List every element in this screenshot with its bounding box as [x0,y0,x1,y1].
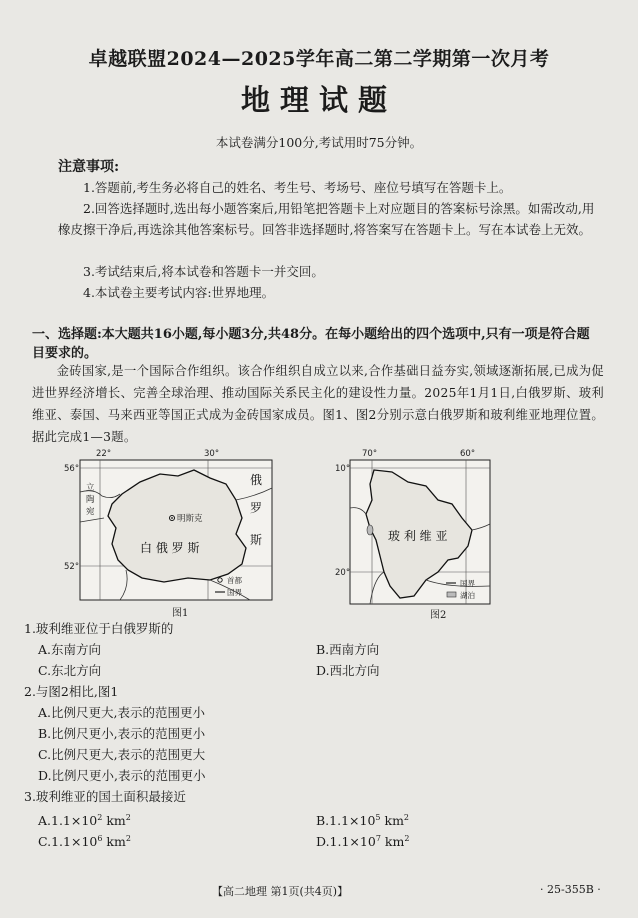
fig1-legend-capital: 首都 [227,576,242,585]
fig2-lat-10: 10° [335,464,351,474]
fig1-country-label: 白 俄 罗 斯 [140,541,200,555]
passage-intro: 金砖国家,是一个国际合作组织。该合作组织自成立以来,合作基础日益夯实,领域逐渐拓展,已成为促进世界经济增长、完善全球治理、推动国际关系民主化的建设性力量。2025年1月1日,白俄罗斯、玻利维亚、泰国、马来西亚等国正式成为金砖国家成员。图1、图2分别示意白俄罗斯和玻利维亚地理位置。据此完成1—3题。 [32,364,604,444]
footer-code: · 25-355B · [540,883,601,896]
fig2-country-label: 玻 利 维 亚 [388,529,448,543]
fig1-neighbor-left-2: 陶 [86,495,95,505]
fig1-lat-52: 52° [64,562,80,572]
exam-title: 卓越联盟2024—2025学年高二第二学期第一次月考 [88,48,550,70]
q3-option-a: $A.1.1\times 10^2$ $km^2$ [38,813,131,829]
notice-heading: 注意事项: [58,159,120,175]
figure1-belarus-map [60,448,280,604]
q2-option-c: C.比例尺更大,表示的范围更大 [38,747,206,762]
question-3-stem: 3.玻利维亚的国土面积最接近 [24,789,186,804]
fig1-capital-label: 明斯克 [177,514,203,524]
lake-titicaca [367,525,373,535]
score-line: 本试卷满分100分,考试用时75分钟。 [215,135,423,150]
q3-option-c: $C.1.1\times 10^6$ $km^2$ [38,834,131,850]
q3-option-b: $B.1.1\times 10^5$ $km^2$ [316,813,410,829]
notice-item-1: 1.答题前,考生务必将自己的姓名、考生号、考场号、座位号填写在答题卡上。 [83,180,512,195]
question-2-stem: 2.与图2相比,图1 [24,684,119,699]
fig1-russia-3: 斯 [250,533,263,547]
q1-option-d: D.西北方向 [316,663,380,678]
fig1-legend-border: 国界 [227,588,242,597]
fig1-neighbor-left-1: 立 [86,483,95,493]
fig1-lat-56: 56° [64,464,80,474]
q2-option-a: A.比例尺更大,表示的范围更小 [38,705,205,720]
fig2-legend-border: 国界 [460,579,475,588]
notice-item-4: 4.本试卷主要考试内容:世界地理。 [83,285,275,300]
q2-option-d: D.比例尺更小,表示的范围更小 [38,768,206,783]
fig1-lon-22: 22° [96,449,112,459]
figure2-caption: 图2 [430,610,447,621]
footer-page-label: 【高二地理 第1页(共4页)】 [212,885,349,898]
subject-title: 地理试题 [240,83,397,117]
fig1-russia-2: 罗 [250,501,263,515]
figure1-caption: 图1 [172,608,189,619]
q3-option-d: $D.1.1\times 10^7$ $km^2$ [316,834,410,850]
fig1-lon-30: 30° [204,449,220,459]
q1-option-b: B.西南方向 [316,642,380,657]
fig1-russia-1: 俄 [250,473,263,487]
q1-option-c: C.东北方向 [38,663,102,678]
fig2-lat-20: 20° [335,568,351,578]
fig1-neighbor-left-3: 宛 [86,507,95,517]
section-heading: 一、选择题:本大题共16小题,每小题3分,共48分。在每小题给出的四个选项中,只有一项是符合题目要求的。 [32,327,590,361]
figure2-bolivia-map [330,448,496,606]
q2-option-b: B.比例尺更小,表示的范围更小 [38,726,206,741]
notice-item-2: 2.回答选择题时,选出每小题答案后,用铅笔把答题卡上对应题目的答案标号涂黑。如需改动,用橡皮擦干净后,再选涂其他答案标号。回答非选择题时,将答案写在答题卡上。写在本试卷上无效。 [58,201,595,237]
fig2-legend-lake: 湖泊 [460,591,475,600]
q1-option-a: A.东南方向 [38,642,102,657]
fig2-lon-60: 60° [460,449,476,459]
question-1-stem: 1.玻利维亚位于白俄罗斯的 [24,621,174,636]
notice-item-3: 3.考试结束后,将本试卷和答题卡一并交回。 [83,264,324,279]
fig2-lon-70: 70° [362,449,378,459]
